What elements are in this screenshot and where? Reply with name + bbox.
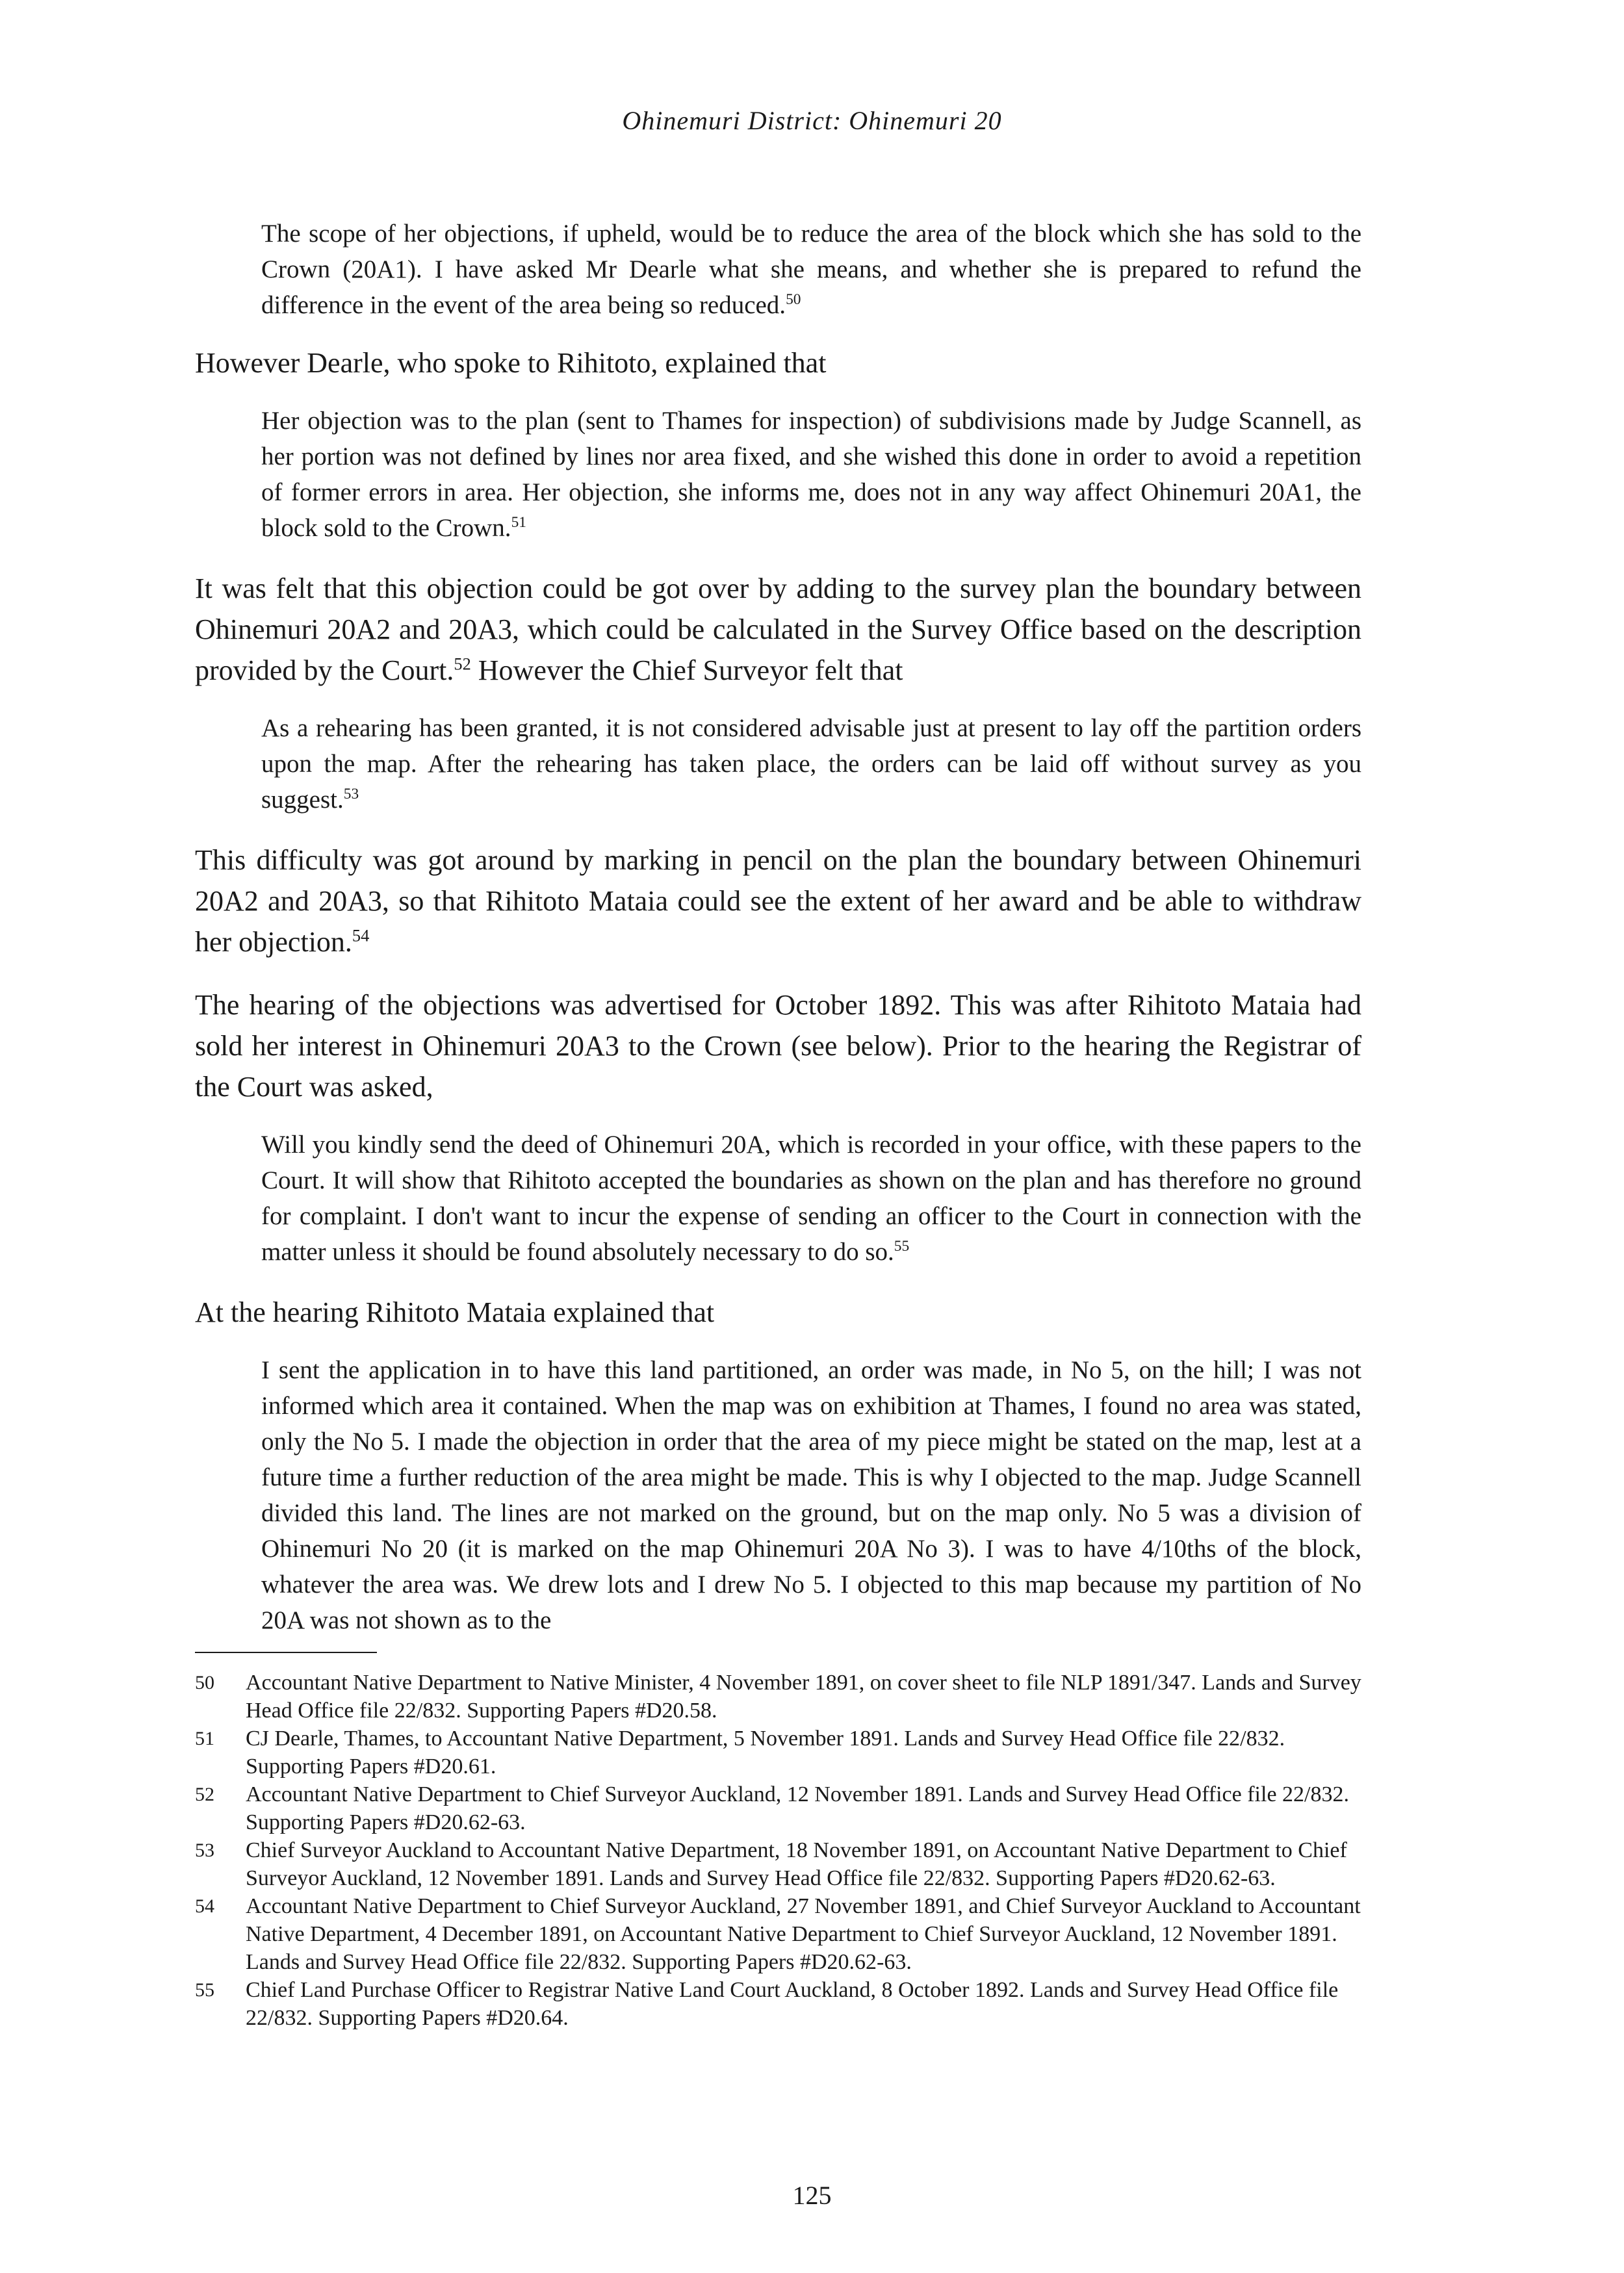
paragraph: It was felt that this objection could be got over by adding to the survey plan the boundary between Ohinemuri 20A2 and 20A3, which could be calculated in the Survey Office based on the description provided by the Court.$^{52}$ However the Chief Surveyor felt that (195, 572, 1361, 686)
footnote-number: 52 (195, 1784, 214, 1805)
footnote-ref: 55 (894, 1238, 910, 1255)
block-quote: As a rehearing has been granted, it is not considered advisable just at present to lay off the partition orders upon the map. After the rehearing has taken place, the orders can be laid off without survey as you suggest.$^{53}$ (261, 714, 1361, 814)
footnote-text: Accountant Native Department to Native Minister, 4 November 1891, on cover sheet to file NLP 1891/347. Lands and Survey Head Office file 22/832. Supporting Papers #D20.58. (246, 1671, 1361, 1723)
page-number: 125 (792, 2181, 832, 2210)
running-head: Ohinemuri District: Ohinemuri 20 (622, 106, 1002, 135)
footnote-number: 53 (195, 1840, 214, 1861)
footnote (195, 1669, 1361, 1725)
footnote-text: Chief Surveyor Auckland to Accountant Native Department, 18 November 1891, on Accountant Native Department to Chief Surveyor Auckland, 12 November 1891. Lands and Survey Head Office file 22/832. Supporting Papers #D20.62-63. (246, 1838, 1347, 1890)
footnote-number: 51 (195, 1728, 214, 1749)
footnote-ref: 52 (454, 654, 471, 674)
footnote-rule (195, 1652, 377, 1653)
paragraph: The hearing of the objections was advertised for October 1892. This was after Rihitoto Mataia had sold her interest in Ohinemuri 20A3 to the Crown (see below). Prior to the hearing the Registrar of the Court was asked, (195, 989, 1361, 1103)
footnote-text: CJ Dearle, Thames, to Accountant Native Department, 5 November 1891. Lands and Survey Head Office file 22/832. Supporting Papers #D20.61. (246, 1727, 1285, 1779)
footnote-ref: 53 (343, 786, 359, 803)
footnote-text: Accountant Native Department to Chief Surveyor Auckland, 27 November 1891, and Chief Surveyor Auckland to Accountant Native Department, 4 December 1891, on Accountant Native Department to Chief Surveyor Auckland, 12 November 1891. Lands and Survey Head Office file 22/832. Supporting Papers #D20.62-63. (246, 1894, 1361, 1974)
footnote-number: 54 (195, 1895, 214, 1917)
footnote-number: 55 (195, 1979, 214, 2001)
footnote-text: Chief Land Purchase Officer to Registrar Native Land Court Auckland, 8 October 1892. Lands and Survey Head Office file 22/832. Supporting Papers #D20.64. (246, 1978, 1339, 2030)
footnote-number: 50 (195, 1672, 214, 1693)
body-text (195, 216, 1361, 1638)
footnote (195, 1976, 1361, 2032)
footnotes (195, 1669, 1361, 2032)
footnote (195, 1836, 1361, 1892)
block-quote: Her objection was to the plan (sent to Thames for inspection) of subdivisions made by Judge Scannell, as her portion was not defined by lines nor area fixed, and she wished this done in order to avoid a repetition of former errors in area. Her objection, she informs me, does not in any way affect Ohinemuri 20A1, the block sold to the Crown.$^{51}$ (261, 407, 1361, 542)
footnote-ref: 51 (511, 514, 526, 531)
footnote-text: Accountant Native Department to Chief Surveyor Auckland, 12 November 1891. Lands and Survey Head Office file 22/832. Supporting Papers #D20.62-63. (246, 1782, 1349, 1834)
block-quote: The scope of her objections, if upheld, would be to reduce the area of the block which she has sold to the Crown (20A1). I have asked Mr Dearle what she means, and whether she is prepared to refund the difference in the event of the area being so reduced.$^{50}$ (261, 220, 1361, 319)
block-quote: I sent the application in to have this land partitioned, an order was made, in No 5, on the hill; I was not informed which area it contained. When the map was on exhibition at Thames, I found no area was stated, only the No 5. I made the objection in order that the area of my piece might be stated on the map, lest at a future time a further reduction of the area might be made. This is why I objected to the map. Judge Scannell divided this land. The lines are not marked on the ground, but on the map only. No 5 was a division of Ohinemuri No 20 (it is marked on the map Ohinemuri 20A No 3). I was to have 4/10ths of the block, whatever the area was. We drew lots and I drew No 5. I objected to this map because my partition of No 20A was not shown as to the (261, 1356, 1361, 1634)
footnote-ref: 50 (786, 291, 801, 308)
paragraph: This difficulty was got around by marking in pencil on the plan the boundary between Ohinemuri 20A2 and 20A3, so that Rihitoto Mataia could see the extent of her award and be able to withdraw her objection.$^{54}$ (195, 844, 1361, 958)
footnote (195, 1892, 1361, 1976)
paragraph: At the hearing Rihitoto Mataia explained that (195, 1296, 715, 1328)
block-quote: Will you kindly send the deed of Ohinemuri 20A, which is recorded in your office, with these papers to the Court. It will show that Rihitoto accepted the boundaries as shown on the plan and has therefore no ground for complaint. I don't want to incur the expense of sending an officer to the Court in connection with the matter unless it should be found absolutely necessary to do so.$^{55}$ (261, 1131, 1361, 1266)
paragraph: However Dearle, who spoke to Rihitoto, explained that (195, 347, 827, 379)
footnote-ref: 54 (352, 925, 370, 945)
footnote (195, 1725, 1361, 1780)
footnote (195, 1780, 1361, 1836)
